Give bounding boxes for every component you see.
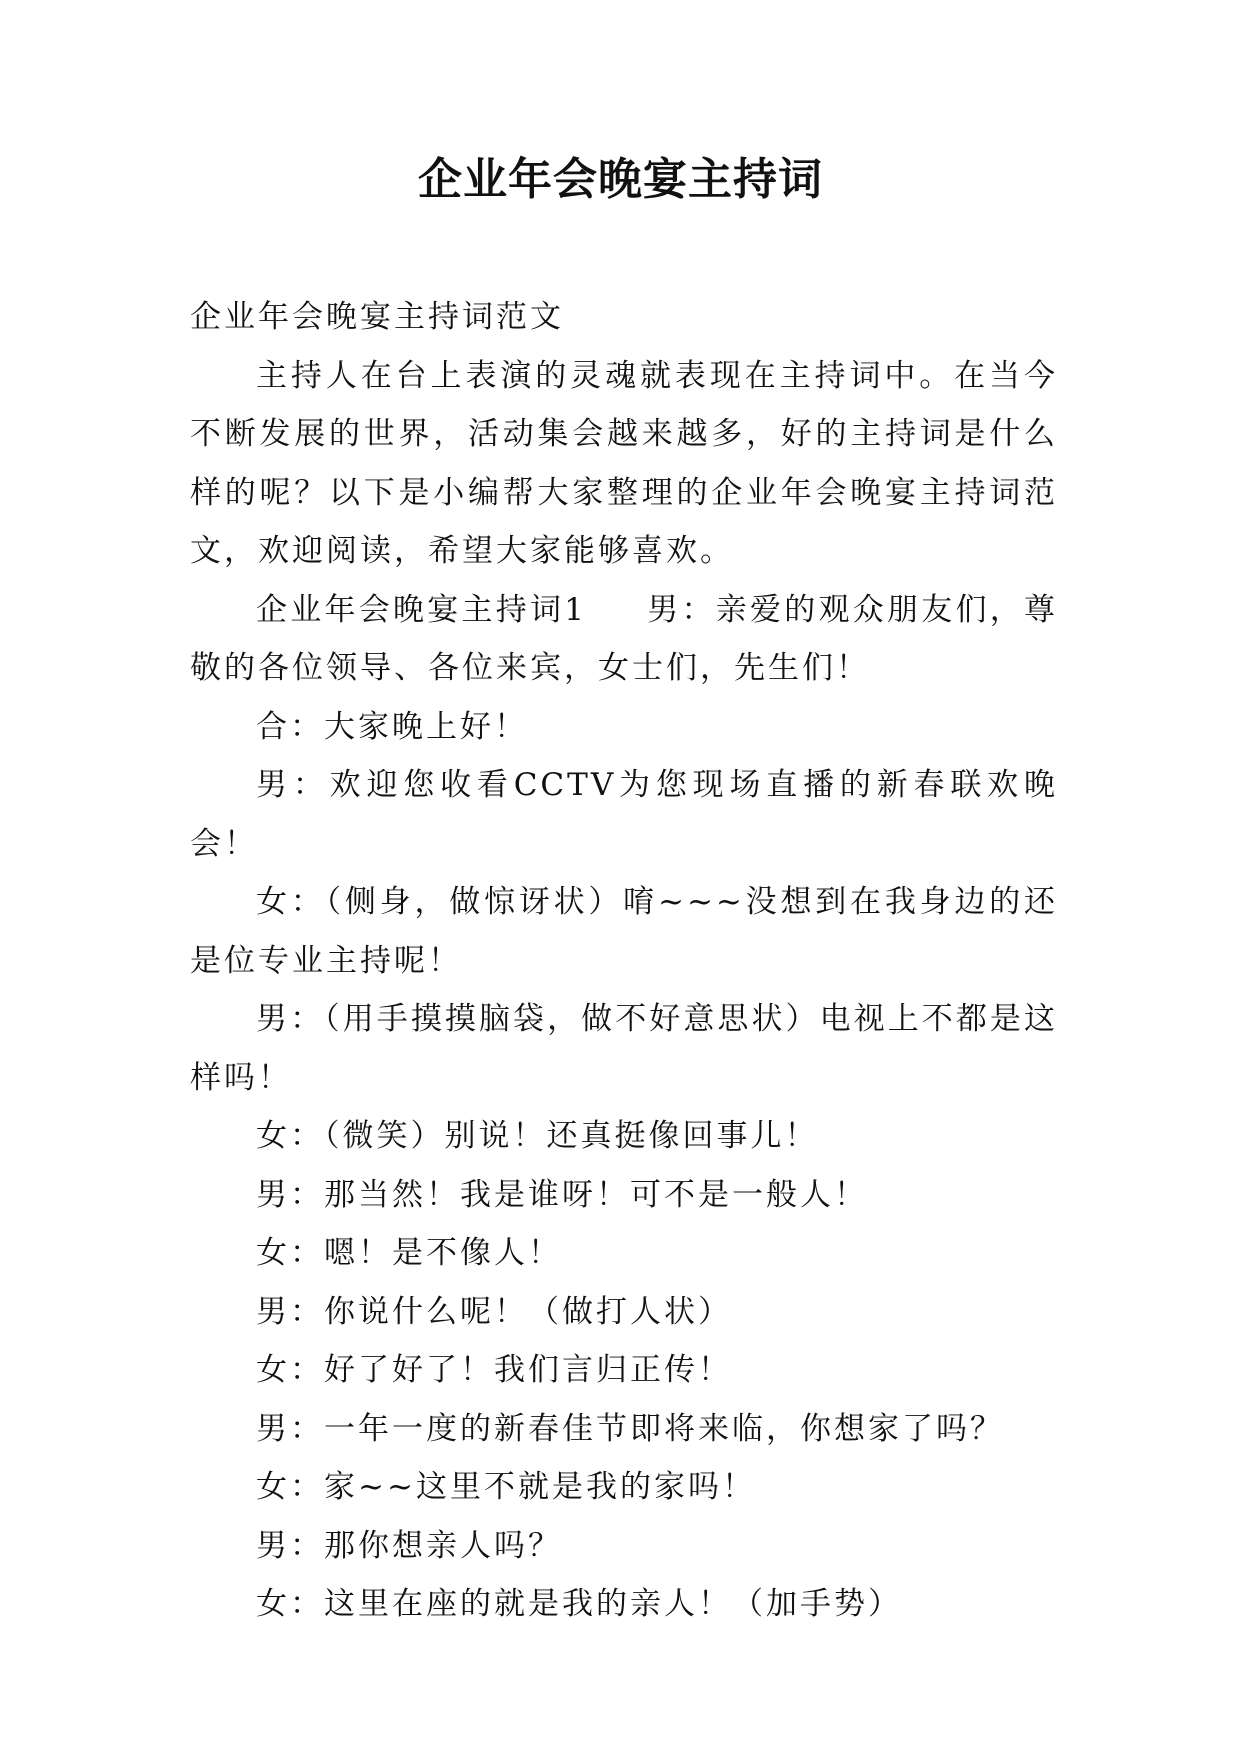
document-subtitle: 企业年会晚宴主持词范文 (190, 299, 564, 335)
dialogue-line: 男：那当然！我是谁呀！可不是一般人！ (256, 1176, 868, 1213)
intro-paragraph: 主持人在台上表演的灵魂就表现在主持词中。在当今不断发展的世界，活动集会越来越多，好的主持词是什么样的呢？以下是小编帮大家整理的企业年会晚宴主持词范文，欢迎阅读，希望大家能够喜欢。 (190, 357, 1058, 569)
dialogue-line: 男：欢迎您收看CCTV为您现场直播的新春联欢晚会！ (190, 767, 1058, 862)
dialogue-line: 女：好了好了！我们言归正传！ (256, 1352, 732, 1388)
dialogue-line: 女：这里在座的就是我的亲人！（加手势） (256, 1586, 902, 1622)
section-opening-line: 男：亲爱的观众朋友们，尊敬的各位领导、各位来宾，女士们，先生们！ (190, 591, 1058, 686)
dialogue-line: 男：你说什么呢！（做打人状） (256, 1293, 732, 1330)
document-title: 企业年会晚宴主持词 (418, 154, 823, 205)
section-paragraph (190, 581, 1058, 698)
document-body (190, 288, 1058, 1634)
dialogue-line: 女：（微笑）别说！还真挺像回事儿！ (256, 1118, 819, 1154)
dialogue-line: 男：（用手摸摸脑袋，做不好意思状）电视上不都是这样吗！ (190, 1001, 1058, 1096)
dialogue-line: 男：那你想亲人吗？ (256, 1527, 562, 1564)
dialogue-line: 合：大家晚上好！ (256, 708, 528, 745)
dialogue-line: 女：家~~这里不就是我的家吗！ (256, 1469, 756, 1505)
dialogue-line: 女：（侧身，做惊讶状）唷~~~没想到在我身边的还是位专业主持呢！ (190, 884, 1058, 979)
dialogue-line: 女：嗯！是不像人！ (256, 1235, 562, 1271)
dialogue-line: 男：一年一度的新春佳节即将来临，你想家了吗？ (256, 1410, 1004, 1447)
section-heading: 企业年会晚宴主持词1 (256, 591, 587, 628)
